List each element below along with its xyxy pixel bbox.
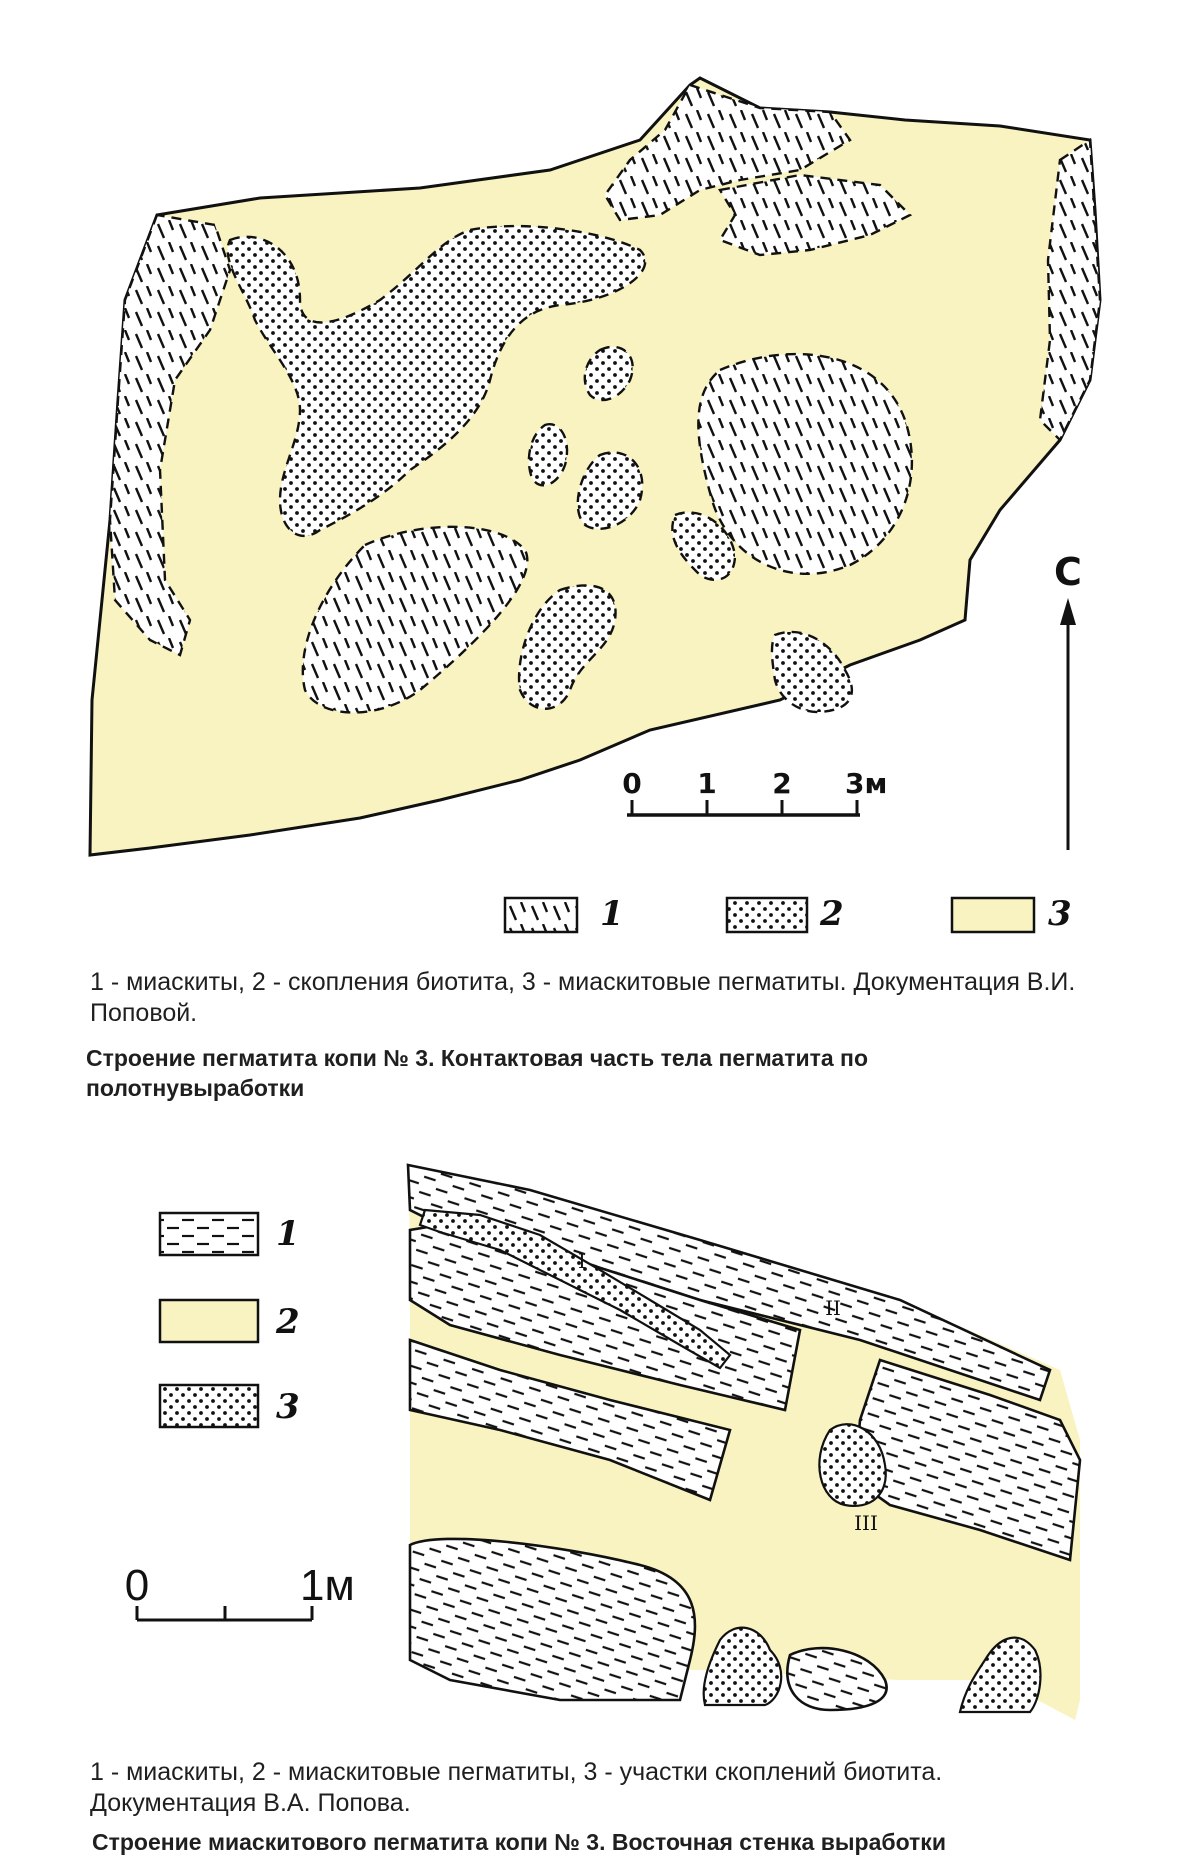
legend-number: 1 [276,1214,300,1254]
scale-bar-figure1 [622,767,887,815]
scale-label: 0 [622,767,642,800]
scale-label: 1 [697,767,717,800]
figure1-map [90,78,1100,855]
zone-label: I [578,1249,586,1273]
legend-number: 2 [276,1302,300,1342]
legend-swatch-miaskite [160,1213,258,1255]
legend-swatch-biotite [727,898,807,932]
legend-number: 3 [1048,894,1072,934]
figure2-title: Строение миаскитового пегматита копи № 3. Восточная стенка выработки [92,1829,946,1855]
north-arrow [1054,550,1082,850]
legend-swatch-pegmatite [952,898,1034,932]
scale-label: 2 [772,767,792,800]
legend-number: 1 [600,894,624,934]
zone-label: II [825,1296,841,1320]
figure2-section [408,1165,1080,1720]
figure1-title: Строение пегматита копи № 3. Контактовая часть тела пегматита по полотнувыработки [86,1045,868,1101]
legend-swatch-miaskite [505,898,577,932]
north-label: С [1054,550,1082,594]
scale-label: 3м [845,767,888,800]
scale-label: 1м [300,1561,355,1610]
figure2-caption: 1 - миаскиты, 2 - миаскитовые пегматиты, 3 - участки скоплений биотита. Документация В.А. Попова. [90,1758,943,1817]
zone-label: III [854,1511,878,1535]
legend-figure2 [160,1213,300,1427]
legend-swatch-pegmatite [160,1300,258,1342]
scale-label: 0 [124,1561,150,1610]
scale-bar-figure2 [125,1561,355,1620]
legend-number: 2 [820,894,844,934]
figure1-caption: 1 - миаскиты, 2 - скопления биотита, 3 - миаскитовые пегматиты. Документация В.И. Поповой. [90,968,1076,1027]
legend-number: 3 [276,1387,300,1427]
legend-figure1 [505,894,1072,934]
legend-swatch-biotite [160,1385,258,1427]
